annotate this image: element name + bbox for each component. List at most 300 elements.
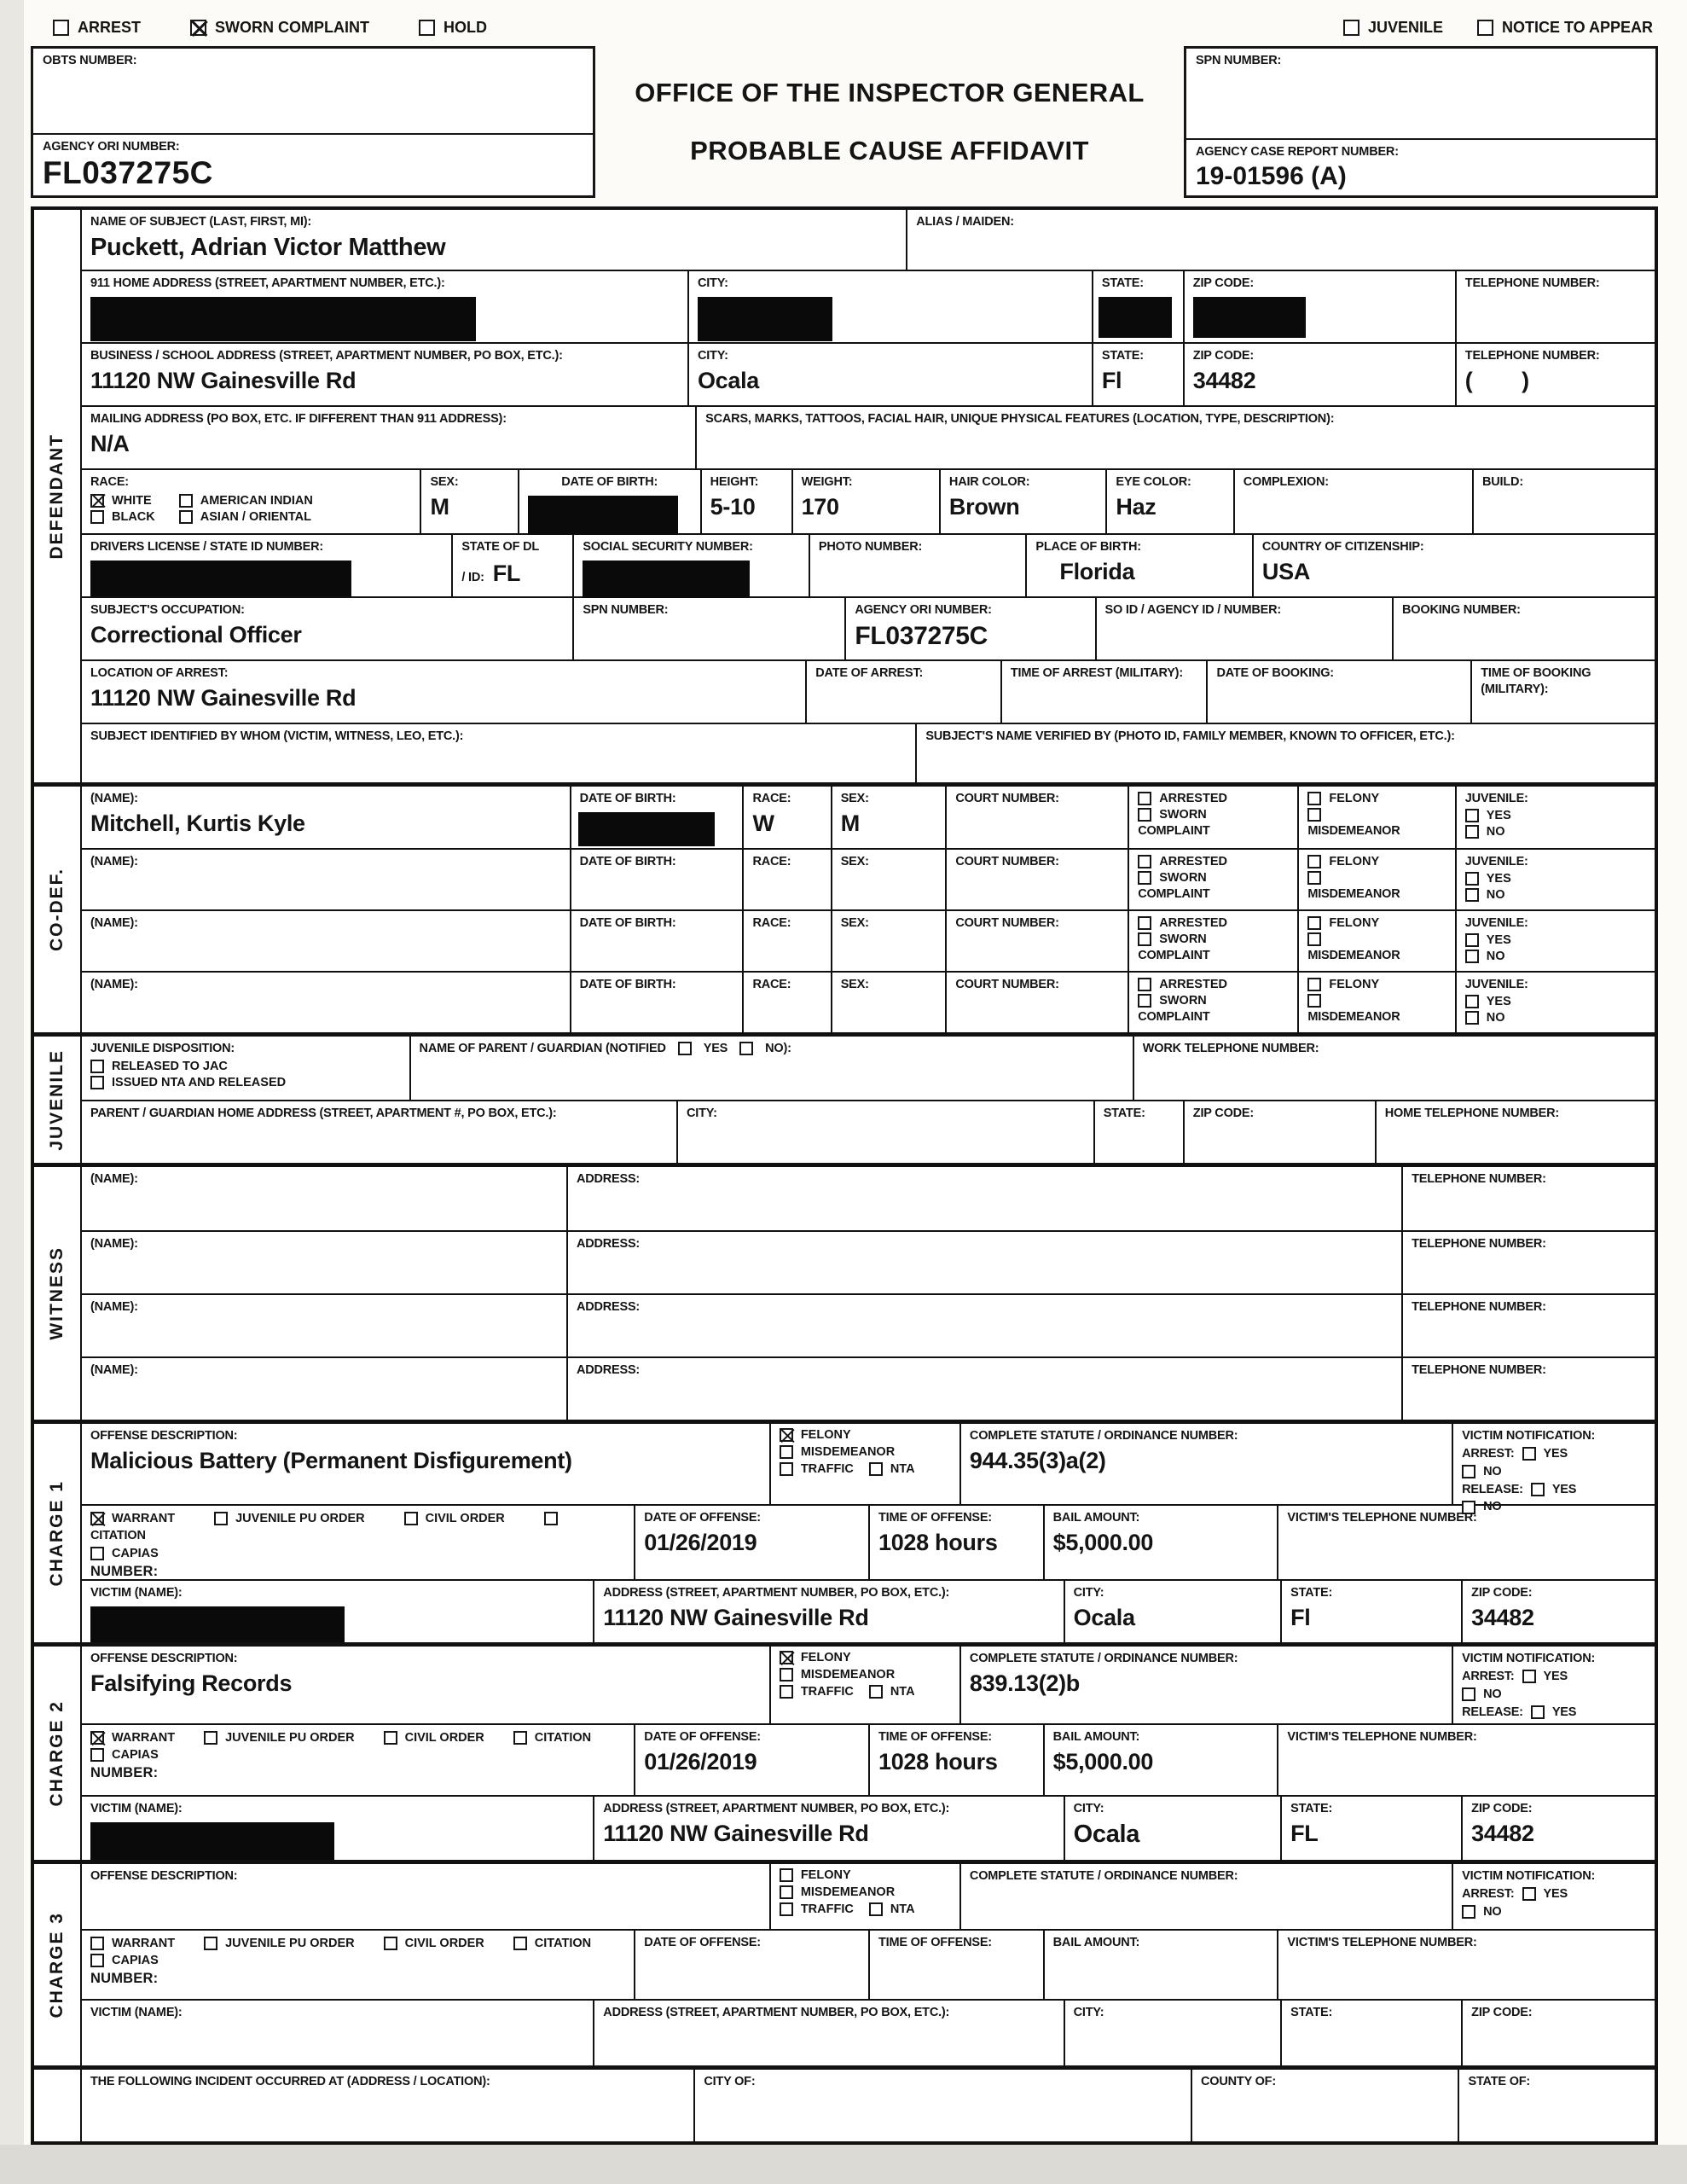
field-victim-phone	[1277, 1506, 1655, 1579]
section-charge-3	[34, 1860, 1655, 2065]
field-victim-state	[1280, 2001, 1461, 2065]
field-business-city	[687, 344, 1092, 405]
checkbox-arrest-yes-icon	[1522, 1447, 1536, 1461]
field-label: ZIP CODE:	[1471, 1586, 1533, 1600]
field-business-state	[1092, 344, 1183, 405]
row-mailing-address	[82, 405, 1655, 468]
rail-codef	[34, 787, 82, 1032]
checkbox-nta-icon	[869, 1685, 883, 1699]
checkbox-label: SWORN COMPLAINT	[215, 18, 369, 36]
sex-value: M	[430, 493, 449, 520]
top-checks-right	[1343, 19, 1653, 37]
check-codef-sworn	[1138, 808, 1289, 822]
checkbox-capias-icon	[90, 1748, 104, 1762]
checkbox-no-icon	[1465, 950, 1479, 963]
header	[31, 46, 1658, 198]
check-codef-felony	[1307, 855, 1446, 868]
check-race-american-indian	[179, 494, 313, 508]
checkbox-civil-order-icon	[384, 1937, 397, 1950]
field-codef-court	[945, 850, 1128, 909]
checkbox-label: YES	[1551, 1705, 1577, 1719]
checkbox-label: YES	[1486, 932, 1511, 947]
field-label: DATE OF BIRTH:	[579, 978, 676, 991]
codef-row-1	[82, 787, 1655, 848]
field-label: RACE:	[90, 475, 129, 489]
redaction-box	[90, 1606, 345, 1642]
check-misdemeanor	[780, 1668, 951, 1682]
scan-edge-bottom	[0, 2145, 1687, 2184]
check-notice-to-appear	[1477, 19, 1653, 37]
checkbox-label: MISDEMEANOR	[1307, 949, 1400, 962]
field-codef-arrest-type	[1128, 973, 1297, 1032]
check-warrant	[90, 1937, 175, 1950]
statute-number-value: 839.13(2)b	[969, 1670, 1080, 1696]
checkbox-label: FELONY	[1329, 978, 1380, 991]
field-label: RELEASE:	[1462, 1705, 1523, 1719]
checkbox-misdemeanor-icon	[1307, 932, 1321, 946]
checkbox-label: NOTICE TO APPEAR	[1501, 18, 1653, 36]
check-juvenile	[1343, 19, 1443, 37]
check-traffic-nta	[780, 1685, 951, 1699]
field-label: (NAME):	[90, 792, 138, 805]
field-build	[1472, 470, 1655, 533]
checkbox-misdemeanor-icon	[780, 1445, 793, 1459]
checkbox-label: AMERICAN INDIAN	[200, 493, 313, 508]
check-hold	[419, 19, 487, 37]
field-codef-name	[82, 973, 570, 1032]
checkbox-arrest-icon	[53, 20, 69, 36]
check-traffic-nta	[780, 1902, 951, 1916]
field-date-of-offense	[634, 1931, 868, 1999]
field-label: OFFENSE DESCRIPTION:	[90, 1869, 238, 1883]
field-parent-zip	[1183, 1101, 1375, 1163]
checkbox-label: RELEASED TO JAC	[112, 1059, 228, 1073]
field-label: COMPLETE STATUTE / ORDINANCE NUMBER:	[969, 1652, 1238, 1665]
section-charge-1	[34, 1420, 1655, 1642]
victim-address-value: 11120 NW Gainesville Rd	[603, 1820, 869, 1846]
field-home-city	[687, 271, 1092, 342]
checkbox-misdemeanor-icon	[1307, 808, 1321, 822]
field-codef-name	[82, 850, 570, 909]
check-codef-juv-yes	[1465, 933, 1646, 947]
checkbox-issued-nta-icon	[90, 1076, 104, 1089]
check-codef-misdemeanor	[1307, 932, 1446, 946]
checkbox-arrest-yes-icon	[1522, 1670, 1536, 1683]
field-label: DATE OF BOOKING:	[1216, 666, 1334, 680]
checkbox-label: CIVIL ORDER	[425, 1512, 505, 1525]
field-label: JUVENILE:	[1464, 855, 1528, 868]
checkbox-felony-icon	[1307, 978, 1321, 991]
field-label: COMPLETE STATUTE / ORDINANCE NUMBER:	[969, 1429, 1238, 1443]
field-victim-name	[82, 1581, 593, 1642]
section-charge-2	[34, 1642, 1655, 1860]
field-incident-city	[693, 2070, 1191, 2141]
checkbox-label: SWORN	[1159, 932, 1207, 946]
field-label: ARREST:	[1462, 1446, 1515, 1461]
check-citation	[544, 1512, 565, 1525]
checkbox-label: ARRESTED	[1159, 792, 1227, 805]
section-codefendant	[34, 782, 1655, 1032]
field-label: ZIP CODE:	[1471, 1802, 1533, 1815]
checkbox-arrest-yes-icon	[1522, 1887, 1536, 1901]
field-label: (NAME):	[90, 1300, 138, 1314]
field-time-of-offense	[868, 1725, 1043, 1795]
field-witness-address	[566, 1358, 1401, 1420]
row-warrant-2	[82, 1723, 1655, 1795]
field-height	[700, 470, 791, 533]
rail-witness	[34, 1167, 82, 1420]
field-victim-zip	[1461, 1797, 1655, 1860]
field-label: (NAME):	[90, 1237, 138, 1251]
field-label: SEX:	[840, 792, 869, 805]
field-place-of-birth	[1025, 535, 1252, 596]
field-label: VICTIM'S TELEPHONE NUMBER:	[1287, 1730, 1477, 1744]
field-label: STATE:	[1103, 1107, 1145, 1120]
field-victim-city	[1064, 1581, 1280, 1642]
field-codef-name	[82, 787, 570, 848]
field-label: (NAME):	[90, 1172, 138, 1186]
field-codef-race	[742, 850, 830, 909]
checkbox-label: NO	[1486, 949, 1505, 963]
field-codef-charge-class	[1297, 787, 1454, 848]
field-witness-phone	[1401, 1232, 1655, 1293]
check-citation	[513, 1937, 591, 1950]
codef-name-value: Mitchell, Kurtis Kyle	[90, 810, 305, 836]
field-weight	[791, 470, 939, 533]
field-home-state	[1092, 271, 1183, 342]
field-label: (NAME):	[90, 916, 138, 930]
checkbox-no-icon	[1465, 888, 1479, 902]
checkbox-label: NO	[1483, 1464, 1502, 1478]
field-victim-city	[1064, 1797, 1280, 1860]
field-label: VICTIM NOTIFICATION:	[1462, 1652, 1596, 1665]
spn-number-field	[1186, 49, 1655, 140]
field-label: ADDRESS:	[576, 1237, 641, 1251]
check-codef-arrested	[1138, 916, 1289, 930]
agency-ori-value: FL037275C	[43, 155, 213, 190]
field-label: HOME TELEPHONE NUMBER:	[1384, 1107, 1559, 1120]
row-license-ssn	[82, 533, 1655, 596]
field-label: COURT NUMBER:	[955, 855, 1059, 868]
section-incident-location	[34, 2065, 1655, 2141]
field-mailing-address	[82, 407, 695, 468]
checkbox-sworn-icon	[1138, 871, 1151, 885]
field-label: BAIL AMOUNT:	[1052, 1936, 1140, 1949]
check-civil-order	[384, 1937, 484, 1950]
field-victim-zip	[1461, 2001, 1655, 2065]
field-label: VICTIM'S TELEPHONE NUMBER:	[1287, 1511, 1477, 1525]
checkbox-label: COMPLAINT	[1138, 887, 1210, 901]
field-bail-amount	[1043, 1725, 1278, 1795]
field-label: DATE OF BIRTH:	[579, 916, 676, 930]
check-codef-felony	[1307, 916, 1446, 930]
field-label: ADDRESS (STREET, APARTMENT NUMBER, PO BOX, ETC.):	[603, 2006, 950, 2019]
victim-address-value: 11120 NW Gainesville Rd	[603, 1604, 869, 1630]
checkbox-label: SWORN	[1159, 994, 1207, 1008]
field-offense-description	[82, 1647, 769, 1723]
field-parent-guardian-name	[409, 1037, 1133, 1100]
checkbox-label: CAPIAS	[112, 1954, 159, 1967]
field-charge-class	[769, 1864, 959, 1929]
check-juvenile-pu-order	[214, 1512, 364, 1525]
field-location-of-arrest	[82, 661, 805, 723]
field-date-of-arrest	[805, 661, 1000, 723]
checkbox-label: FELONY	[1329, 855, 1380, 868]
field-label: CITY:	[1073, 2006, 1104, 2019]
business-city-value: Ocala	[697, 367, 759, 393]
field-time-of-offense	[868, 1506, 1043, 1579]
field-witness-phone	[1401, 1295, 1655, 1356]
checkbox-civil-order-icon	[404, 1512, 418, 1525]
field-label: STATE:	[1290, 2006, 1333, 2019]
checkbox-label: JUVENILE PU ORDER	[225, 1937, 355, 1950]
checkbox-label: NO	[1483, 1500, 1502, 1514]
checkbox-label: CIVIL ORDER	[404, 1731, 484, 1745]
rail-label: WITNESS	[47, 1246, 67, 1340]
checkbox-capias-icon	[90, 1547, 104, 1560]
field-label: SEX:	[840, 855, 869, 868]
field-label: VICTIM (NAME):	[90, 2006, 183, 2019]
field-label: TELEPHONE NUMBER:	[1412, 1172, 1546, 1186]
row-arrest	[82, 659, 1655, 723]
check-arrest-no	[1462, 1687, 1646, 1703]
top-checkbox-row	[31, 12, 1658, 43]
field-label: ALIAS / MAIDEN:	[916, 215, 1014, 229]
field-time-of-offense	[868, 1931, 1043, 1999]
field-codef-dob	[570, 911, 743, 971]
field-agency-ori	[844, 598, 1094, 659]
field-victim-address	[593, 1581, 1063, 1642]
check-sworn-complaint	[190, 19, 369, 37]
field-victim-phone	[1277, 1725, 1655, 1795]
row-occupation	[82, 596, 1655, 659]
checkbox-label: YES	[1543, 1446, 1568, 1461]
field-label: PARENT / GUARDIAN HOME ADDRESS (STREET, APARTMENT #, PO BOX, ETC.):	[90, 1107, 557, 1120]
field-juvenile-disposition	[82, 1037, 409, 1100]
checkbox-warrant-icon	[90, 1937, 104, 1950]
checkbox-label: TRAFFIC	[800, 1462, 854, 1476]
dl-state-value: FL	[492, 560, 521, 586]
checkbox-released-jac-icon	[90, 1060, 104, 1073]
checkbox-label: YES	[1486, 994, 1511, 1008]
redaction-box	[90, 561, 351, 596]
field-label: DATE OF OFFENSE:	[644, 1936, 761, 1949]
checkbox-label: NO	[1486, 887, 1505, 902]
field-label: ADDRESS:	[576, 1172, 641, 1186]
check-arrest-no	[1462, 1904, 1646, 1920]
field-witness-address	[566, 1295, 1401, 1356]
redaction-box	[1193, 297, 1306, 338]
field-codef-arrest-type	[1128, 911, 1297, 971]
header-left-box	[31, 46, 595, 198]
field-label: ADDRESS (STREET, APARTMENT NUMBER, PO BOX, ETC.):	[603, 1802, 950, 1815]
witness-row-1	[82, 1167, 1655, 1230]
field-label: JUVENILE DISPOSITION:	[90, 1042, 235, 1055]
checkbox-label: ARREST	[78, 18, 142, 36]
checkbox-label: NTA	[890, 1685, 915, 1699]
checkbox-label: NTA	[890, 1462, 915, 1476]
obts-number-field	[33, 49, 593, 135]
redaction-box	[1099, 297, 1172, 338]
checkbox-misdemeanor-icon	[1307, 871, 1321, 885]
page-title-line1: OFFICE OF THE INSPECTOR GENERAL	[635, 78, 1145, 108]
checkbox-label: NO):	[765, 1042, 791, 1055]
field-label: DATE OF OFFENSE:	[644, 1511, 761, 1525]
field-bail-amount	[1043, 1506, 1278, 1579]
occupation-value: Correctional Officer	[90, 621, 302, 648]
field-label: BAIL AMOUNT:	[1052, 1730, 1140, 1744]
field-dob	[518, 470, 700, 533]
checkbox-label: JUVENILE PU ORDER	[225, 1731, 355, 1745]
field-label: HAIR COLOR:	[948, 475, 1030, 489]
field-photo-number	[809, 535, 1025, 596]
field-sex	[420, 470, 517, 533]
codef-row-3	[82, 909, 1655, 971]
field-complexion	[1233, 470, 1472, 533]
field-label: ARREST:	[1462, 1886, 1515, 1901]
field-label: ADDRESS:	[576, 1300, 641, 1314]
witness-row-4	[82, 1356, 1655, 1420]
field-hair-color	[939, 470, 1105, 533]
field-label: VICTIM NOTIFICATION:	[1462, 1869, 1596, 1883]
top-checks-left	[53, 19, 487, 37]
form-body	[31, 206, 1658, 2145]
check-race-asian	[179, 510, 313, 524]
field-label: STATE:	[1101, 276, 1144, 290]
check-felony	[780, 1428, 951, 1442]
check-codef-juv-no	[1465, 950, 1646, 963]
field-label: VICTIM NOTIFICATION:	[1462, 1429, 1596, 1443]
check-misdemeanor	[780, 1445, 951, 1459]
checkbox-label: TRAFFIC	[800, 1902, 854, 1916]
field-label: LOCATION OF ARREST:	[90, 666, 229, 680]
field-label: DRIVERS LICENSE / STATE ID NUMBER:	[90, 540, 324, 554]
field-date-of-booking	[1206, 661, 1470, 723]
field-subject-name	[82, 210, 906, 270]
row-offense-3	[82, 1864, 1655, 1929]
checkbox-yes-icon	[1465, 872, 1479, 886]
field-label: RACE:	[752, 916, 791, 930]
check-juvenile-pu-order	[204, 1731, 354, 1745]
row-victim-2	[82, 1795, 1655, 1860]
victim-zip-value: 34482	[1471, 1604, 1534, 1630]
field-label: TIME OF OFFENSE:	[878, 1730, 992, 1744]
field-label: AGENCY ORI NUMBER:	[855, 603, 992, 617]
witness-row-2	[82, 1230, 1655, 1293]
section-defendant	[34, 210, 1655, 782]
field-label: PLACE OF BIRTH:	[1035, 540, 1141, 554]
field-label: STATE:	[1290, 1586, 1333, 1600]
field-label: RELEASE:	[1462, 1482, 1523, 1496]
checkbox-civil-order-icon	[384, 1731, 397, 1745]
check-traffic-nta	[780, 1462, 951, 1476]
victim-city-value: Ocala	[1073, 1604, 1135, 1630]
field-statute-number	[959, 1647, 1452, 1723]
row-offense-2	[82, 1647, 1655, 1723]
offense-description-value: Falsifying Records	[90, 1670, 293, 1696]
checkbox-felony-icon	[1307, 792, 1321, 805]
checkbox-felony-icon	[780, 1651, 793, 1664]
field-label: COURT NUMBER:	[955, 792, 1059, 805]
field-label: STATE:	[1101, 349, 1144, 363]
field-victim-state	[1280, 1797, 1461, 1860]
redaction-box	[698, 297, 832, 341]
checkbox-label: MISDEMEANOR	[1307, 1010, 1400, 1024]
field-label: MAILING ADDRESS (PO BOX, ETC. IF DIFFERENT THAN 911 ADDRESS):	[90, 412, 507, 426]
bail-amount-value: $5,000.00	[1052, 1529, 1154, 1555]
checkbox-label: WARRANT	[112, 1937, 176, 1950]
field-codef-court	[945, 911, 1128, 971]
victim-zip-value: 34482	[1471, 1820, 1534, 1846]
checkbox-label: YES	[1486, 808, 1511, 822]
field-label: SOCIAL SECURITY NUMBER:	[583, 540, 753, 554]
field-label: NAME OF PARENT / GUARDIAN (NOTIFIED	[419, 1042, 666, 1055]
field-codef-sex	[831, 911, 946, 971]
field-warrant-type	[82, 1506, 634, 1579]
place-of-birth-value: Florida	[1059, 558, 1135, 584]
field-incident-state	[1458, 2070, 1655, 2141]
checkbox-label: ASIAN / ORIENTAL	[200, 509, 311, 524]
field-eye-color	[1105, 470, 1232, 533]
check-codef-juv-yes	[1465, 872, 1646, 886]
probable-cause-affidavit-form	[31, 12, 1658, 2145]
field-victim-state	[1280, 1581, 1461, 1642]
field-parent-address	[82, 1101, 676, 1163]
field-label: TELEPHONE NUMBER:	[1412, 1363, 1546, 1377]
field-label: STATE OF:	[1468, 2075, 1531, 2088]
check-civil-order	[404, 1512, 505, 1525]
field-label: STATE:	[1290, 1802, 1333, 1815]
rail-defendant	[34, 210, 82, 782]
field-codef-dob	[570, 973, 743, 1032]
checkbox-label: YES	[1543, 1886, 1568, 1901]
checkbox-sworn-complaint-icon	[190, 20, 206, 36]
field-business-address	[82, 344, 687, 405]
checkbox-warrant-icon	[90, 1731, 104, 1745]
field-label: ZIP CODE:	[1471, 2006, 1533, 2019]
field-victim-phone	[1277, 1931, 1655, 1999]
redaction-box	[578, 812, 715, 846]
redaction-box	[90, 297, 476, 341]
row-home-address	[82, 270, 1655, 342]
checkbox-yes-icon	[1465, 933, 1479, 947]
checkbox-label: ARRESTED	[1159, 916, 1227, 930]
check-felony	[780, 1868, 951, 1882]
checkbox-citation-icon	[513, 1731, 527, 1745]
field-label: DATE OF OFFENSE:	[644, 1730, 761, 1744]
field-codef-name	[82, 911, 570, 971]
field-codef-sex	[831, 973, 946, 1032]
field-charge-class	[769, 1647, 959, 1723]
check-codef-felony	[1307, 792, 1446, 805]
section-witness	[34, 1163, 1655, 1420]
checkbox-label: YES	[703, 1042, 728, 1055]
field-label: RACE:	[752, 792, 791, 805]
field-label: HEIGHT:	[710, 475, 759, 489]
field-witness-address	[566, 1167, 1401, 1230]
business-zip-value: 34482	[1192, 367, 1256, 393]
field-victim-address	[593, 1797, 1063, 1860]
agency-case-value: 19-01596 (A)	[1196, 162, 1347, 190]
checkbox-label: COMPLAINT	[1138, 1010, 1210, 1024]
checkbox-no-icon	[1465, 825, 1479, 839]
field-date-of-offense	[634, 1506, 868, 1579]
check-codef-arrested	[1138, 978, 1289, 991]
field-label: TIME OF OFFENSE:	[878, 1511, 992, 1525]
field-codef-charge-class	[1297, 911, 1454, 971]
field-label: VICTIM (NAME):	[90, 1802, 183, 1815]
field-label: WORK TELEPHONE NUMBER:	[1142, 1042, 1319, 1055]
